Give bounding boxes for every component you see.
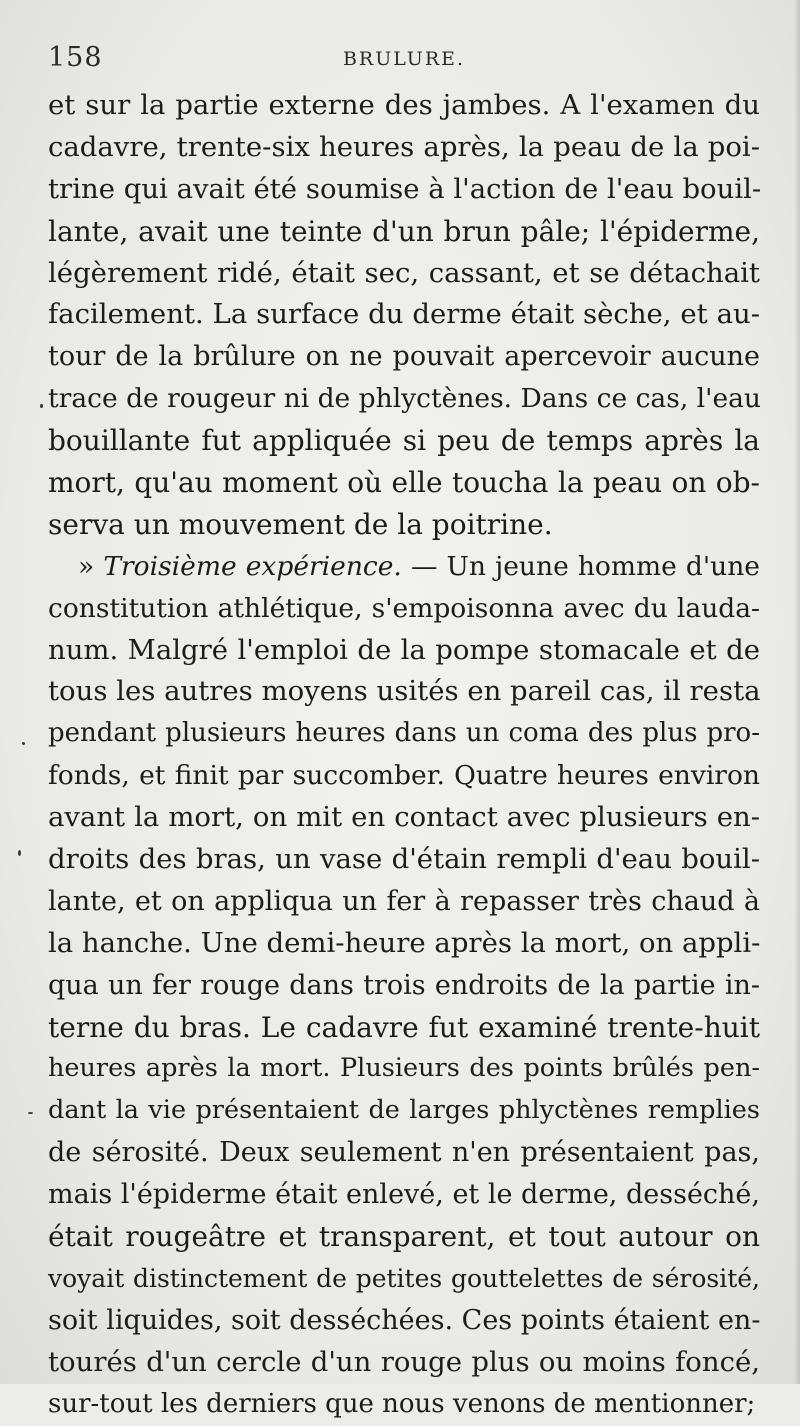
text-line: qua un fer rouge dans trois endroits de la partie in- <box>48 969 760 1001</box>
page-header <box>48 40 760 80</box>
text-line: fonds, et finit par succomber. Quatre heures environ <box>48 760 760 792</box>
section-lead-in: Troisième expérience. <box>103 550 402 582</box>
running-head: BRULURE. <box>342 48 466 70</box>
text-line: pendant plusieurs heures dans un coma des plus pro- <box>48 718 760 749</box>
print-speck <box>28 1112 33 1114</box>
text-line: cadavre, trente-six heures après, la peau de la poi- <box>48 130 760 163</box>
quote-mark: » <box>78 550 95 582</box>
paragraph-2-first-line-rest: — Un jeune homme d'une <box>410 550 760 582</box>
paragraph-2-first-line <box>48 546 760 588</box>
text-line: constitution athlétique, s'empoisonna avec du lauda- <box>48 592 760 624</box>
text-line: avant la mort, on mit en contact avec plusieurs en- <box>48 801 760 834</box>
text-line: bouillante fut appliquée si peu de temps après la <box>48 424 760 458</box>
text-line: facilement. La surface du derme était sèche, et au- <box>48 298 760 331</box>
page-edge-shadow <box>794 0 800 1384</box>
text-line: était rougeâtre et transparent, et tout autour on <box>48 1220 760 1254</box>
body-text <box>48 85 760 1426</box>
print-speck <box>18 850 21 856</box>
text-line: tourés d'un cercle d'un rouge plus ou moins foncé, <box>48 1345 760 1378</box>
print-speck <box>22 742 25 745</box>
text-line: tous les autres moyens usités en pareil cas, il resta <box>48 675 761 708</box>
text-line: sur-tout les derniers que nous venons de mentionner; <box>48 1388 756 1419</box>
print-speck <box>40 404 43 408</box>
text-line: mais l'épiderme était enlevé, et le derme, desséché, <box>48 1179 760 1211</box>
text-line: lante, et on appliqua un fer à repasser très chaud à <box>48 885 760 917</box>
text-line: légèrement ridé, était sec, cassant, et se détachait <box>48 256 760 289</box>
text-line: heures après la mort. Plusieurs des points brûlés pen- <box>48 1053 760 1084</box>
text-line: tour de la brûlure on ne pouvait apercevoir aucune <box>48 341 760 373</box>
text-line: trace de rougeur ni de phlyctènes. Dans ce cas, l'eau <box>48 383 761 415</box>
text-line: mort, qu'au moment où elle toucha la peau on ob- <box>48 466 760 500</box>
text-line-paragraph-end: serva un mouvement de la poitrine. <box>48 507 553 541</box>
text-line: soit liquides, soit desséchées. Ces points étaient en- <box>48 1304 761 1336</box>
text-line: trine qui avait été soumise à l'action de l'eau bouil- <box>48 172 762 205</box>
text-line: voyait distinctement de petites gouttelettes de sérosité, <box>48 1263 760 1293</box>
page-number: 158 <box>48 42 103 73</box>
text-line: de sérosité. Deux seulement n'en présentaient pas, <box>48 1137 760 1169</box>
text-line: dant la vie présentaient de larges phlyctènes remplies <box>48 1095 760 1126</box>
text-line: lante, avait une teinte d'un brun pâle; l'épiderme, <box>48 214 760 248</box>
text-line: la hanche. Une demi-heure après la mort, on appli- <box>48 926 761 959</box>
text-line: num. Malgré l'emploi de la pompe stomacale et de <box>48 633 760 666</box>
text-line: droits des bras, un vase d'étain rempli d'eau bouil- <box>48 843 760 876</box>
text-line: et sur la partie externe des jambes. A l'examen du <box>48 89 760 121</box>
text-line: terne du bras. Le cadavre fut examiné trente-huit <box>48 1010 760 1044</box>
